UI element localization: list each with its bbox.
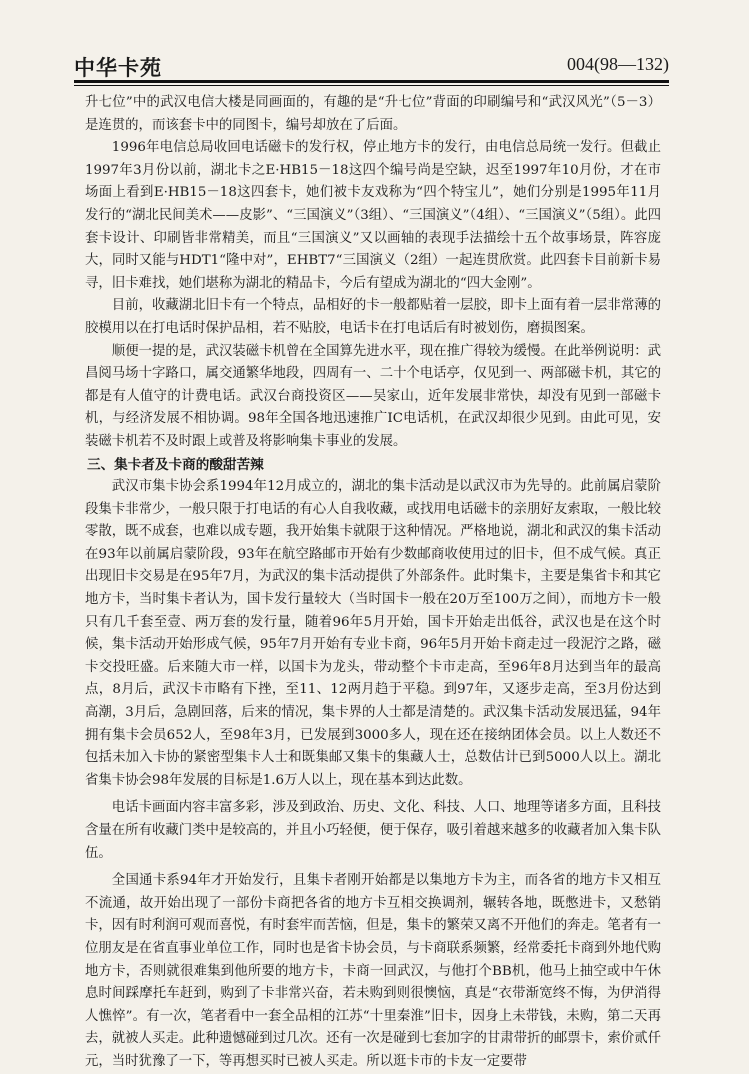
paragraph: 全国通卡系94年才开始发行，且集卡者刚开始都是以集地方卡为主，而各省的地方卡又相互不流通，故开始出现了一部份卡商把各省的地方卡互相交换调剂，辗转各地，既憋进卡，又愁销卡，因有时利润可观而喜悦，有时套牢而苦恼，但是，集卡的繁荣又离不开他们的奔走。笔者有一位朋友是在省直事业单位工作，同时也是省卡协会员，与卡商联系频繁，经常委托卡商到外地代购地方卡，否则就很难集到他所要的地方卡，卡商一回武汉，与他打个BB机，他马上抽空或中午休息时间踩摩托车赶到，购到了卡非常兴奋，若未购到则很懊恼，真是“衣带渐宽终不悔，为伊消得人憔悴”。有一次，笔者看中一套全品相的江苏“十里秦淮”旧卡，因身上未带钱，未购，第二天再去，就被人买走。此种遗憾碰到过几次。还有一次是碰到七套加字的甘肃带折的邮票卡，索价贰仟元，当时犹豫了一下，等再想买时已被人买走。所以逛卡市的卡友一定要带 [85,873,661,1069]
paragraph: 1996年电信总局收回电话磁卡的发行权，停止地方卡的发行，由电信总局统一发行。但截止1997年3月份以前，湖北卡之E·HB15－18这四个编号尚是空缺，迟至1997年10月份，才在市场面上看到E·HB15－18这四套卡，她们被卡友戏称为“四个特宝儿”，她们分别是1995年11月发行的“湖北民间美术——皮影”、“三国演义”（3组）、“三国演义”（4组）、“三国演义”（5组）。此四套卡设计、印刷皆非常精美，而且“三国演义”又以画轴的表现手法描绘十五个故事场景，阵容庞大，同时又能与HDT1“隆中对”，EHBT7“三国演义（2组）一起连贯欣赏。此四套卡目前新卡易寻，旧卡难找，她们堪称为湖北的精品卡，今后有望成为湖北的“四大金刚”。 [85,140,661,291]
page-header [74,52,669,82]
paragraph: 武汉市集卡协会系1994年12月成立的，湖北的集卡活动是以武汉市为先导的。此前属启蒙阶段集卡非常少，一般只限于打电话的有心人自我收藏，或找用电话磁卡的亲朋好友索取，一般比较零散，既不成套，也难以成专题，我开始集卡就限于这种情况。严格地说，湖北和武汉的集卡活动在93年以前属启蒙阶段，93年在航空路邮市开始有少数邮商收使用过的旧卡，但不成气候。真正出现旧卡交易是在95年7月，为武汉的集卡活动提供了外部条件。此时集卡，主要是集省卡和其它地方卡，当时集卡者认为，国卡发行量较大（当时国卡一般在20万至100万之间），而地方卡一般只有几千套至壹、两万套的发行量，随着96年5月开始，国卡开始走出低谷，武汉也是在这个时候，集卡活动开始形成气候，95年7月开始有专业卡商，96年5月开始卡商走过一段泥泞之路，磁卡交投旺盛。后来随大市一样，以国卡为龙头，带动整个卡市走高，至96年8月达到当年的最高点，8月后，武汉卡市略有下挫，至11、12两月趋于平稳。到97年，又逐步走高，至3月份达到高潮，3月后，急剧回落，后来的情况，集卡界的人士都是清楚的。武汉集卡活动发展迅猛，94年拥有集卡会员652人，至98年3月，已发展到3000多人，现在还在接纳团体会员。以上人数还不包括未加入卡协的紧密型集卡人士和既集邮又集卡的集藏人士，总数估计已到5000人以上。湖北省集卡协会98年发展的目标是1.6万人以上，现在基本到达此数。 [85,479,661,788]
paragraph: 顺便一提的是，武汉装磁卡机曾在全国算先进水平，现在推广得较为缓慢。在此举例说明：武昌阅马场十字路口，属交通繁华地段，四周有一、二十个电话亭，仅见到一、两部磁卡机，其它的都是有人值守的计费电话。武汉台商投资区——吴家山，近年发展非常快，却没有见到一部磁卡机，与经济发展不相协调。98年全国各地迅速推广IC电话机，在武汉却很少见到。由此可见，安装磁卡机若不及时跟上或普及将影响集卡事业的发展。 [85,343,661,449]
paragraph: 目前，收藏湖北旧卡有一个特点，品相好的卡一般都贴着一层胶，即卡上面有着一层非常薄的胶模用以在打电话时保护品相，若不贴胶，电话卡在打电话后有时被划伤，磨损图案。 [85,298,661,336]
section-heading: 三、集卡者及卡商的酸甜苦辣 [87,456,264,473]
article-body [85,92,661,1074]
journal-title: 中华卡苑 [74,56,162,80]
paragraph: 电话卡画面内容丰富多彩，涉及到政治、历史、文化、科技、人口、地理等诸多方面，且科技含量在所有收藏门类中是较高的，并且小巧轻便，便于保存，吸引着越来越多的收藏者加入集卡队伍。 [85,800,661,861]
header-rule-thick [74,80,669,83]
paragraph: 升七位”中的武汉电信大楼是同画面的，有趣的是“升七位”背面的印刷编号和“武汉风光”（5－3）是连贯的，而该套卡中的同图卡，编号却放在了后面。 [85,95,661,133]
header-rule-thin [74,85,669,86]
page-number: 004(98—132) [567,54,669,74]
